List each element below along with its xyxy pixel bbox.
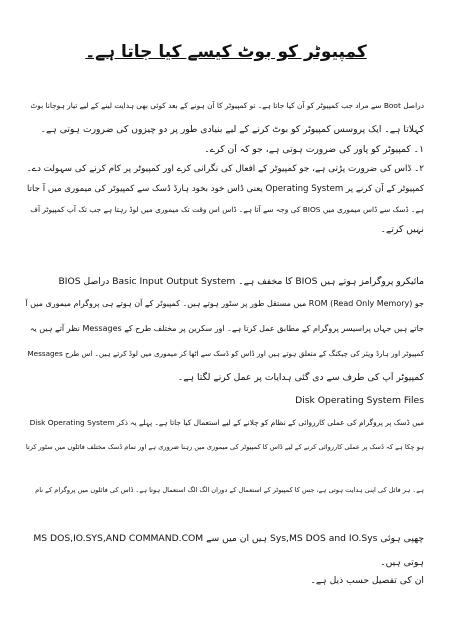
page-title: کمپیوٹر کو بوٹ کیسے کیا جاتا ہے۔ (85, 42, 367, 62)
paragraph-3-line-5: کمپیوٹر آپ کی طرف سے دی گئی ہدایات پر عمل کرنے لگتا ہے۔ (177, 372, 424, 383)
section-heading: Disk Operating System Files (295, 395, 424, 406)
paragraph-2-line-2: ہے۔ ڈسک سے ڈاس میموری میں BIOS کی وجہ سے آتا ہے۔ ڈاس اس وقت تک میموری میں لوڈ رہتا ہے جب تک آپ کمپیوٹر آف (30, 205, 424, 214)
paragraph-4-line-1: Disk Operating System میں ڈسک پر پروگرام کی عملی کارروائی کے نظام کو چلانے کے لیے استعمال کیا جاتا ہے۔ پہلے یہ ذکر (29, 418, 424, 427)
paragraph-3-line-1: BIOS دراصل Basic Input Output System کا مخفف ہے۔ BIOS مائیکرو پروگرامز ہوتے ہیں (58, 276, 424, 287)
paragraph-2-line-3: نہیں کرتے۔ (380, 224, 424, 235)
list-item-2: ۲۔ ڈاس کی ضرورت پڑتی ہے، جو کمپیوٹر کے افعال کی نگرانی کرے اور کمپیوٹر پر کام کرنے کی سہولت دے۔ (26, 164, 424, 174)
paragraph-1-line-1: دراصل Boot سے مراد جب کمپیوٹر کو آن کیا جاتا ہے۔ تو کمپیوٹر کا آن ہونے کے بعد کوئی بھی ہدایت لینے کے لیے تیار ہوجانا بوٹ (30, 101, 424, 110)
paragraph-3-line-2: جو ROM (Read Only Memory) میں مستقل طور پر سٹور ہوتے ہیں۔ کمپیوٹر کے آن ہوتے ہی پروگرام میموری میں آ (25, 299, 424, 308)
paragraph-4-line-3: ہے۔ ہر فائل کی اپنی ہدایت ہوتی ہے، جس کا کمپیوٹر کے استعمال کے دوران الگ الگ استعمال ہوتا ہے۔ ڈاس کی فائلوں میں پروگرام کے نام (35, 486, 424, 494)
paragraph-1-line-2: کہلاتا ہے۔ ایک پروسس کمپیوٹر کو بوٹ کرنے کے لیے بنیادی طور پر دو چیزوں کی ضرورت ہوتی ہے۔ (40, 124, 424, 135)
paragraph-5-line-2: ہوتی ہیں۔ (380, 557, 424, 568)
paragraph-5-line-3: ان کی تفصیل حسب ذیل ہے۔ (310, 575, 424, 586)
paragraph-5-line-1: MS DOS,IO.SYS,AND COMMAND.COM ہیں ان میں سے Sys,MS DOS and IO.Sys چھپی ہوئی (33, 533, 424, 544)
paragraph-3-line-3: جاتے ہیں جہاں پراسیسر پروگرام کے مطابق عمل کرتا ہے۔ اور سکرین پر مختلف طرح کے Messages نظر آتے ہیں یہ (29, 324, 424, 333)
paragraph-2-line-1: کمپیوٹر کے آن کرنے پر Operating System یعنی ڈاس خود بخود ہارڈ ڈسک سے کمپیوٹر کی میموری میں آ جاتا (27, 184, 424, 194)
paragraph-3-line-4: Messages کمپیوٹر اور ہارڈ ویئر کی چیکنگ کے متعلق ہوتے ہیں اور ڈاس کو ڈسک سے اٹھا کر میموری میں لوڈ کرتے ہیں۔ اس طرح (27, 349, 424, 358)
paragraph-4-line-2: ہو چکا ہے کہ ڈسک پر عملی کارروائی کرنے کے لیے ڈاس کا کمپیوٹر کی میموری میں رہنا ضروری ہے اور تمام ڈسک مختلف فائلوں میں سٹور کرتا (25, 443, 424, 451)
list-item-1: ۱۔ کمپیوٹر کو پاور کی ضرورت ہوتی ہے، جو کہ آن کرے۔ (204, 144, 424, 155)
